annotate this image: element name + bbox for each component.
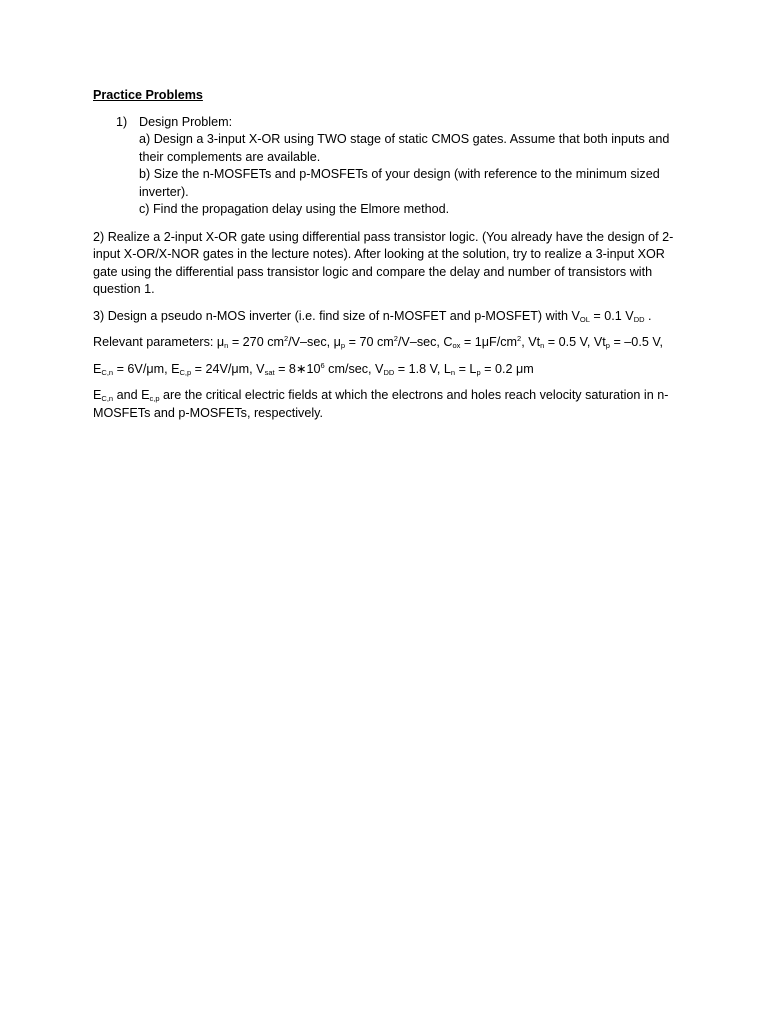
problem-1-part-b: b) Size the n-MOSFETs and p-MOSFETs of your design (with reference to the minimum sized inverter). xyxy=(139,167,660,199)
problem-1-number: 1) xyxy=(116,114,128,129)
document-content xyxy=(93,87,683,431)
page-title: Practice Problems xyxy=(93,88,203,102)
relevant-parameters-line-2: $E_{C,n} = 6V/\mu m$, $E_{C,p} = 24V/\mu m$, $V_{sat}$ = $8∗10^6$ cm/sec, $V_{DD} = 1.8$ V, $L_n = L_p = 0.2$ μm xyxy=(93,360,534,377)
critical-field-note: $E_{C,n}$ and $E_{c,p}$ are the critical electric fields at which the electrons and holes reach velocity saturation in n-MOSFETs and p-MOSFETs, respectively. xyxy=(93,388,669,420)
problem-2-text: 2) Realize a 2-input X-OR gate using differential pass transistor logic. (You already have the design of 2-input X-OR/X-NOR gates in the lecture notes). After looking at the solution, try to realize a 3-input XOR gate using the differential pass transistor logic and compare the delay and number of transistors with question 1. xyxy=(93,229,674,296)
problem-1-heading: Design Problem: xyxy=(139,114,233,129)
problem-2 xyxy=(93,229,683,299)
problem-3-text: 3) Design a pseudo n-MOS inverter (i.e. find size of n-MOSFET and p-MOSFET) with $V_{OL} = 0.1$ $V_{DD}$ . xyxy=(93,308,652,324)
problem-1-part-a: a) Design a 3-input X-OR using TWO stage of static CMOS gates. Assume that both inputs and their complements are available. xyxy=(139,132,670,164)
problem-1 xyxy=(93,114,683,219)
problem-1-part-c: c) Find the propagation delay using the Elmore method. xyxy=(139,202,450,216)
relevant-parameters-line-1: Relevant parameters: $\mu_n = 270$ $cm^2/V-\sec$, $\mu_p = 70$ $cm^2/V-\sec$, $C_{ox} = 1\mu F/cm^2$, $Vt_n = 0.5$ V, $Vt_p = -0.5$ V, xyxy=(93,334,664,350)
problem-3 xyxy=(93,308,683,326)
